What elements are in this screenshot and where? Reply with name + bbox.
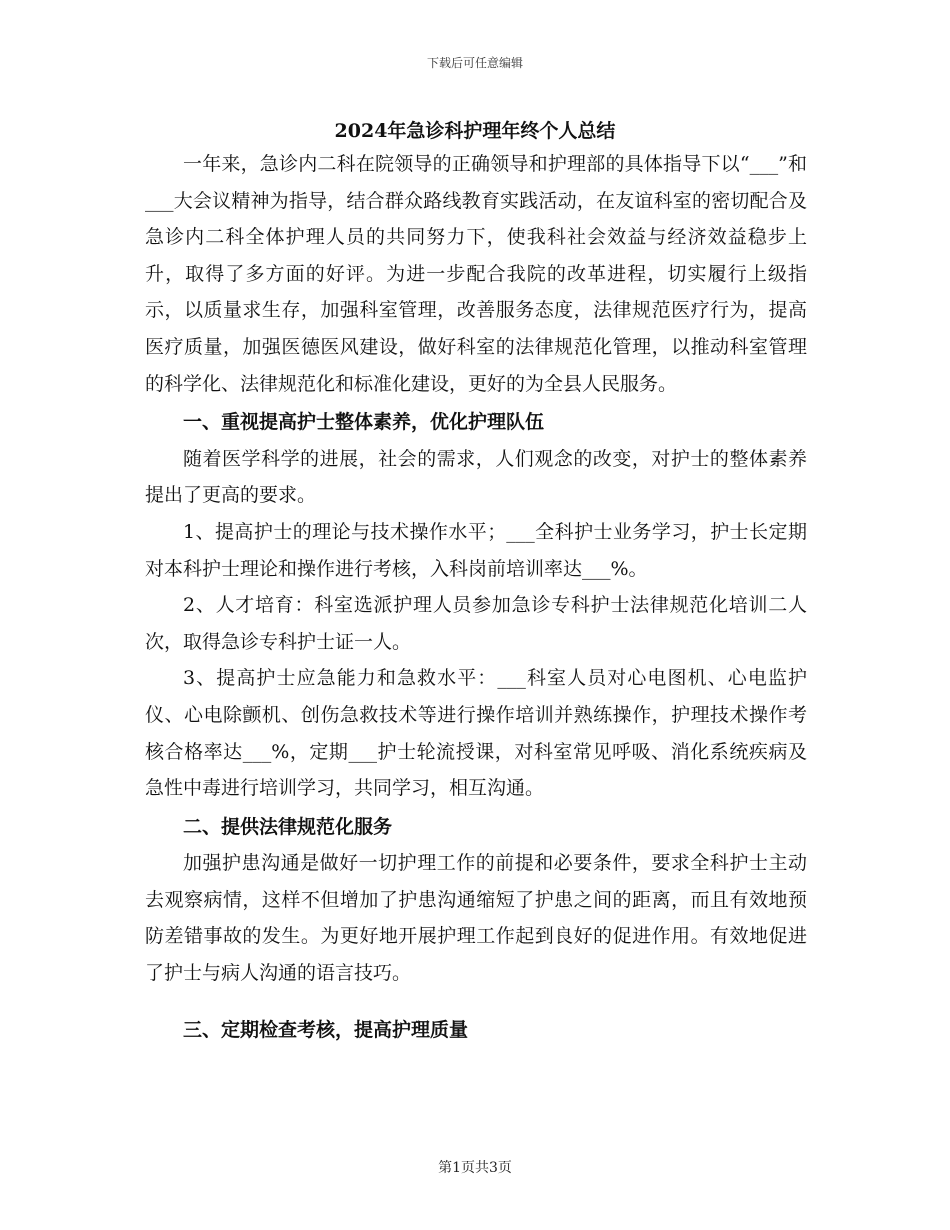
document-body	[145, 146, 807, 1048]
page-header: 下载后可任意编辑	[426, 56, 523, 70]
list-item-2: 2、人才培育：科室选派护理人员参加急诊专科护士法律规范化培训二人次，取得急诊专科护士证一人。	[145, 594, 807, 653]
document-title: 2024年急诊科护理年终个人总结	[334, 120, 616, 142]
body-paragraph: 加强护患沟通是做好一切护理工作的前提和必要条件，要求全科护士主动去观察病情，这样不但增加了护患沟通缩短了护患之间的距离，而且有效地预防差错事故的发生。为更好地开展护理工作起到良好的促进作用。有效地促进了护士与病人沟通的语言技巧。	[145, 852, 807, 985]
body-paragraph: 随着医学科学的进展，社会的需求，人们观念的改变，对护士的整体素养提出了更高的要求。	[145, 447, 807, 507]
section-heading-2: 二、提供法律规范化服务	[183, 815, 393, 838]
section-heading-1: 一、重视提高护士整体素养，优化护理队伍	[183, 411, 545, 434]
list-item-1: 1、提高护士的理论与技术操作水平；___全科护士业务学习，护士长定期对本科护士理论和操作进行考核，入科岗前培训率达___%。	[145, 520, 807, 580]
intro-paragraph: 一年来，急诊内二科在院领导的正确领导和护理部的具体指导下以“___”和___大会议精神为指导，结合群众路线教育实践活动，在友谊科室的密切配合及急诊内二科全体护理人员的共同努力下，使我科社会效益与经济效益稳步上升，取得了多方面的好评。为进一步配合我院的改革进程，切实履行上级指示，以质量求生存，加强科室管理，改善服务态度，法律规范医疗行为，提高医疗质量，加强医德医风建设，做好科室的法律规范化管理，以推动科室管理的科学化、法律规范化和标准化建设，更好的为全县人民服务。	[145, 153, 807, 395]
page-footer: 第1页共3页	[438, 1160, 512, 1176]
list-item-3: 3、提高护士应急能力和急救水平：___科室人员对心电图机、心电监护仪、心电除颤机、创伤急救技术等进行操作培训并熟练操作，护理技术操作考核合格率达___%，定期___护士轮流授课，对科室常见呼吸、消化系统疾病及急性中毒进行培训学习，共同学习，相互沟通。	[145, 667, 807, 800]
section-heading-3: 三、定期检查考核，提高护理质量	[183, 1018, 469, 1041]
